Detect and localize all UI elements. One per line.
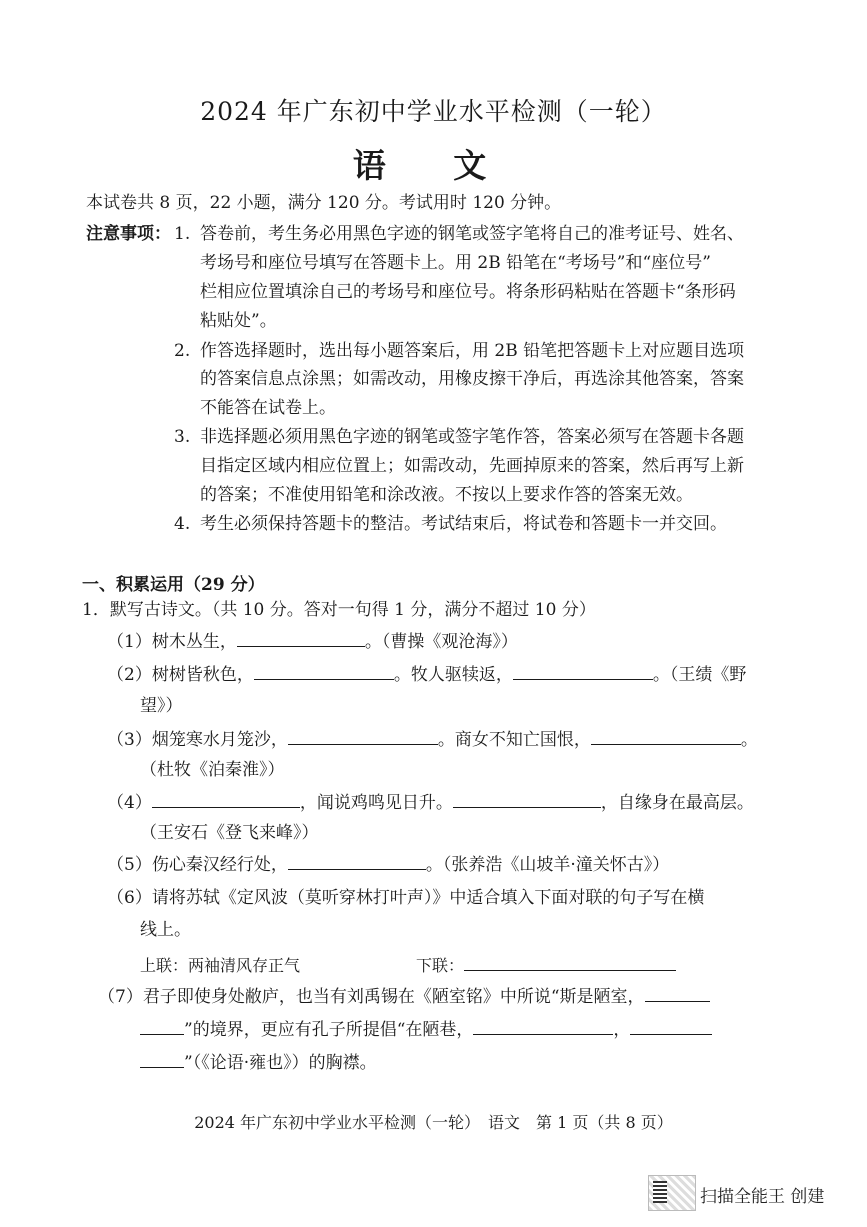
notice-number: 1. bbox=[174, 224, 191, 244]
answer-blank[interactable] bbox=[591, 730, 741, 745]
subquestion-3 bbox=[107, 730, 758, 750]
notice-line: 答卷前，考生务必用黑色字迹的钢笔或签字笔将自己的准考证号、姓名、 bbox=[200, 224, 744, 244]
camscanner-logo bbox=[648, 1175, 696, 1211]
subquestion-number: （6） bbox=[107, 888, 152, 908]
poem-text: 。商女不知亡国恨， bbox=[437, 730, 591, 750]
answer-blank[interactable] bbox=[254, 665, 394, 680]
question-text: ”的境界，更应有孔子所提倡“在陋巷， bbox=[184, 1020, 474, 1040]
notice-number: 4. bbox=[174, 514, 191, 534]
answer-blank[interactable] bbox=[645, 987, 710, 1002]
notice-line: 作答选择题时，选出每小题答案后，用 2B 铅笔把答题卡上对应题目选项 bbox=[200, 341, 745, 361]
answer-blank[interactable] bbox=[513, 665, 653, 680]
answer-blank[interactable] bbox=[464, 956, 676, 971]
section-heading: 一、积累运用（29 分） bbox=[82, 575, 265, 595]
question-line bbox=[140, 1020, 712, 1040]
subquestion-number: （3） bbox=[107, 730, 152, 750]
poem-source: 。（王绩《野 bbox=[652, 665, 747, 685]
answer-blank[interactable] bbox=[288, 855, 426, 870]
answer-blank[interactable] bbox=[140, 1053, 184, 1068]
notice-line: 的答案；不准使用铅笔和涂改液。不按以上要求作答的答案无效。 bbox=[200, 485, 693, 505]
poem-text: 伤心秦汉经行处， bbox=[151, 855, 288, 875]
notice-line: 非选择题必须用黑色字迹的钢笔或签字笔作答，答案必须写在答题卡各题 bbox=[200, 427, 744, 447]
poem-source: （王安石《登飞来峰》） bbox=[140, 823, 319, 843]
couplet-lower-label: 下联： bbox=[416, 956, 465, 975]
question-text: 请将苏轼《定风波（莫听穿林打叶声）》中适合填入下面对联的句子写在横 bbox=[151, 888, 705, 908]
poem-source-continued: 望》） bbox=[140, 696, 183, 716]
question-text: 君子即使身处敝庐，也当有刘禹锡在《陋室铭》中所说“斯是陋室， bbox=[142, 987, 645, 1007]
subquestion-4 bbox=[107, 793, 754, 813]
answer-blank[interactable] bbox=[473, 1020, 613, 1035]
answer-blank[interactable] bbox=[237, 632, 365, 647]
subquestion-5 bbox=[107, 855, 669, 875]
notice-line: 栏相应位置填涂自己的考场号和座位号。将条形码粘贴在答题卡“条形码 bbox=[200, 282, 736, 302]
subquestion-number: （7） bbox=[98, 987, 143, 1007]
question-punct: ， bbox=[613, 1020, 631, 1040]
notice-line: 不能答在试卷上。 bbox=[200, 398, 336, 418]
notice-line: 的答案信息点涂黑；如需改动，用橡皮擦干净后，再选涂其他答案，答案 bbox=[200, 369, 744, 389]
subject-title: 语 文 bbox=[352, 146, 515, 185]
subquestion-number: （5） bbox=[107, 855, 152, 875]
notice-line: 考场号和座位号填写在答题卡上。用 2B 铅笔在“考场号”和“座位号” bbox=[200, 253, 711, 273]
notice-number: 2. bbox=[174, 341, 191, 361]
couplet-upper: 上联：两袖清风存正气 bbox=[140, 956, 301, 975]
subquestion-number: （4） bbox=[107, 793, 152, 813]
answer-blank[interactable] bbox=[630, 1020, 712, 1035]
subquestion-1 bbox=[107, 632, 518, 652]
page-footer: 2024 年广东初中学业水平检测（一轮） 语文 第 1 页（共 8 页） bbox=[194, 1113, 673, 1132]
notice-line: 考生必须保持答题卡的整洁。考试结束后，将试卷和答题卡一并交回。 bbox=[200, 514, 727, 534]
question-text-continued: 线上。 bbox=[140, 920, 191, 940]
poem-punct: 。 bbox=[740, 730, 758, 750]
poem-text: 。牧人驱犊返， bbox=[393, 665, 513, 685]
poem-text: ，闻说鸡鸣见日升。 bbox=[299, 793, 453, 813]
answer-blank[interactable] bbox=[453, 793, 601, 808]
poem-text: 树树皆秋色， bbox=[151, 665, 254, 685]
poem-text: 烟笼寒水月笼沙， bbox=[151, 730, 288, 750]
subquestion-7 bbox=[98, 987, 710, 1007]
poem-text: 树木丛生， bbox=[151, 632, 237, 652]
poem-source: 。（张养浩《山坡羊·潼关怀古》） bbox=[425, 855, 670, 875]
exam-title: 2024 年广东初中学业水平检测（一轮） bbox=[200, 97, 667, 126]
subquestion-number: （2） bbox=[107, 665, 152, 685]
subquestion-6 bbox=[107, 888, 704, 908]
couplet-lower bbox=[416, 953, 676, 976]
answer-blank[interactable] bbox=[140, 1020, 184, 1035]
poem-source: （杜牧《泊秦淮》） bbox=[140, 760, 285, 780]
poem-source: 。（曹操《观沧海》） bbox=[364, 632, 518, 652]
answer-blank[interactable] bbox=[288, 730, 438, 745]
watermark-text: 扫描全能王 创建 bbox=[700, 1187, 825, 1207]
question-1-prompt: 1．默写古诗文。（共 10 分。答对一句得 1 分，满分不超过 10 分） bbox=[82, 600, 596, 620]
exam-intro: 本试卷共 8 页，22 小题，满分 120 分。考试用时 120 分钟。 bbox=[86, 193, 562, 213]
subquestion-number: （1） bbox=[107, 632, 152, 652]
notice-number: 3. bbox=[174, 427, 191, 447]
answer-blank[interactable] bbox=[152, 793, 300, 808]
question-text: ”（《论语·雍也》）的胸襟。 bbox=[184, 1053, 377, 1073]
notice-line: 目指定区域内相应位置上；如需改动，先画掉原来的答案，然后再写上新 bbox=[200, 456, 744, 476]
question-line bbox=[140, 1053, 377, 1073]
poem-text: ，自缘身在最高层。 bbox=[600, 793, 754, 813]
notice-line: 粘贴处”。 bbox=[200, 311, 277, 331]
subquestion-2 bbox=[107, 665, 746, 685]
notice-label: 注意事项： bbox=[86, 224, 171, 244]
